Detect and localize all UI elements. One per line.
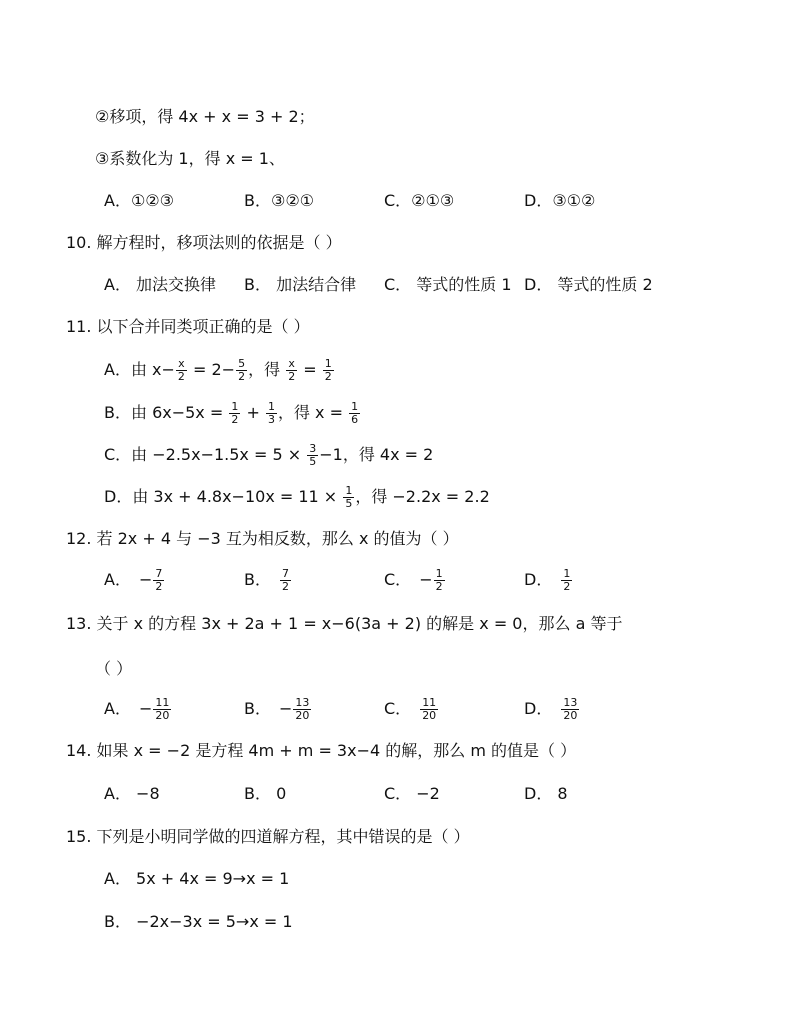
- numerator: 13: [295, 696, 310, 709]
- q9-option-b[interactable]: B．③②①: [244, 191, 315, 210]
- q10-option-b[interactable]: B． 加法结合律: [244, 275, 357, 294]
- q11-b-text: ，得 x =: [277, 403, 349, 422]
- q12-a-frac: [153, 568, 164, 593]
- q11-c-text: −1，得 4x = 2: [319, 445, 434, 464]
- denominator: 6: [351, 413, 359, 426]
- q12-b-frac: [280, 568, 291, 593]
- numerator: 1: [563, 567, 571, 580]
- q11-option-a[interactable]: [104, 357, 335, 383]
- q11-option-d[interactable]: [104, 484, 490, 510]
- q11-b-text: B．由 6x−5x =: [104, 403, 229, 422]
- q14-option-d[interactable]: D． 8: [524, 784, 568, 803]
- denominator: 20: [422, 709, 437, 722]
- q15-stem: 15. 下列是小明同学做的四道解方程，其中错误的是（ ）: [66, 827, 470, 846]
- numerator: 3: [309, 442, 317, 455]
- denominator: 2: [435, 580, 443, 593]
- q12-d-frac: [561, 568, 572, 593]
- denominator: 2: [281, 580, 289, 593]
- q11-d-text: ，得 −2.2x = 2.2: [355, 487, 490, 506]
- denominator: 5: [309, 455, 317, 468]
- denominator: 20: [155, 709, 170, 722]
- sign: −: [278, 699, 293, 718]
- q10-option-c[interactable]: C． 等式的性质 1: [384, 275, 512, 294]
- q10-stem: 10. 解方程时，移项法则的依据是（ ）: [66, 233, 342, 252]
- q15-option-b[interactable]: B． −2x−3x = 5→x = 1: [104, 912, 293, 931]
- q14-option-c[interactable]: C． −2: [384, 784, 440, 803]
- numerator: 13: [563, 696, 578, 709]
- q11-stem: 11. 以下合并同类项正确的是（ ）: [66, 317, 310, 336]
- q14-option-a[interactable]: A． −8: [104, 784, 160, 803]
- q11-a-frac-2: [236, 358, 247, 383]
- q14-option-b[interactable]: B． 0: [244, 784, 287, 803]
- denominator: 2: [288, 370, 296, 383]
- q11-b-frac-1: [229, 401, 240, 426]
- denominator: 20: [295, 709, 310, 722]
- q11-option-c[interactable]: [104, 442, 433, 468]
- sign: −: [138, 570, 153, 589]
- step-2: ②移项，得 4x + x = 3 + 2；: [95, 107, 315, 126]
- q14-stem: 14. 如果 x = −2 是方程 4m + m = 3x−4 的解，那么 m 的值是（ ）: [66, 741, 577, 760]
- option-label: A．: [104, 570, 131, 589]
- q10-option-a[interactable]: A． 加法交换律: [104, 275, 217, 294]
- q11-c-text: C．由 −2.5x−1.5x = 5 ×: [104, 445, 307, 464]
- q10-option-d[interactable]: D． 等式的性质 2: [524, 275, 653, 294]
- q13-option-b[interactable]: [244, 695, 312, 723]
- numerator: 5: [238, 357, 246, 370]
- option-label: B．: [244, 570, 271, 589]
- numerator: 1: [345, 484, 353, 497]
- q11-c-frac-1: [307, 443, 318, 468]
- q13-a-frac: [153, 697, 171, 722]
- q11-a-text: = 2−: [187, 360, 236, 379]
- q12-option-a[interactable]: [104, 567, 165, 593]
- q11-a-frac-4: [323, 358, 334, 383]
- q11-b-text: +: [241, 403, 265, 422]
- q11-d-text: D．由 3x + 4.8x−10x = 11 ×: [104, 487, 343, 506]
- q11-option-b[interactable]: [104, 400, 361, 426]
- option-label: C．: [384, 699, 412, 718]
- numerator: 1: [267, 400, 275, 413]
- q11-a-frac-3: [286, 358, 297, 383]
- option-label: D．: [524, 570, 553, 589]
- option-label: B．: [244, 699, 271, 718]
- q13-option-d[interactable]: [524, 695, 580, 723]
- option-label: A．: [104, 699, 131, 718]
- q9-option-d[interactable]: D．③①②: [524, 191, 596, 210]
- denominator: 5: [345, 497, 353, 510]
- denominator: 2: [563, 580, 571, 593]
- q11-b-frac-2: [266, 401, 277, 426]
- q12-c-frac: [434, 568, 445, 593]
- denominator: 20: [563, 709, 578, 722]
- q13-d-frac: [561, 697, 579, 722]
- q15-option-a[interactable]: A． 5x + 4x = 9→x = 1: [104, 869, 290, 888]
- q13-option-a[interactable]: [104, 695, 172, 723]
- q13-paren: （ ）: [95, 659, 133, 678]
- numerator: 11: [155, 696, 170, 709]
- q13-c-frac: [420, 697, 438, 722]
- numerator: 11: [422, 696, 437, 709]
- q13-option-c[interactable]: [384, 695, 439, 723]
- q13-stem: 13. 关于 x 的方程 3x + 2a + 1 = x−6(3a + 2) 的解是 x = 0，那么 a 等于: [66, 614, 623, 633]
- denominator: 3: [267, 413, 275, 426]
- sign: −: [138, 699, 153, 718]
- numerator: 1: [435, 567, 443, 580]
- denominator: 2: [177, 370, 185, 383]
- denominator: 2: [238, 370, 246, 383]
- q9-option-a[interactable]: A．①②③: [104, 191, 174, 210]
- option-label: C．: [384, 570, 412, 589]
- q11-a-frac-1: [176, 358, 187, 383]
- sign: −: [419, 570, 433, 589]
- numerator: 7: [155, 567, 163, 580]
- q12-option-c[interactable]: [384, 567, 446, 593]
- q13-b-frac: [293, 697, 311, 722]
- q12-option-b[interactable]: [244, 567, 292, 593]
- denominator: 2: [324, 370, 332, 383]
- numerator: 7: [281, 567, 289, 580]
- q12-stem: 12. 若 2x + 4 与 −3 互为相反数，那么 x 的值为（ ）: [66, 529, 459, 548]
- q11-a-text: ，得: [248, 360, 286, 379]
- numerator: x: [178, 357, 185, 370]
- denominator: 2: [155, 580, 163, 593]
- q12-option-d[interactable]: [524, 567, 573, 593]
- q11-a-text: A．由 x−: [104, 360, 175, 379]
- denominator: 2: [231, 413, 239, 426]
- q11-b-frac-3: [349, 401, 360, 426]
- numerator: 1: [324, 357, 332, 370]
- option-label: D．: [524, 699, 553, 718]
- numerator: 1: [351, 400, 359, 413]
- numerator: 1: [231, 400, 239, 413]
- q11-d-frac-1: [343, 485, 354, 510]
- q9-option-c[interactable]: C．②①③: [384, 191, 455, 210]
- step-3: ③系数化为 1，得 x = 1、: [95, 149, 285, 168]
- numerator: x: [288, 357, 295, 370]
- q11-a-text: =: [298, 360, 322, 379]
